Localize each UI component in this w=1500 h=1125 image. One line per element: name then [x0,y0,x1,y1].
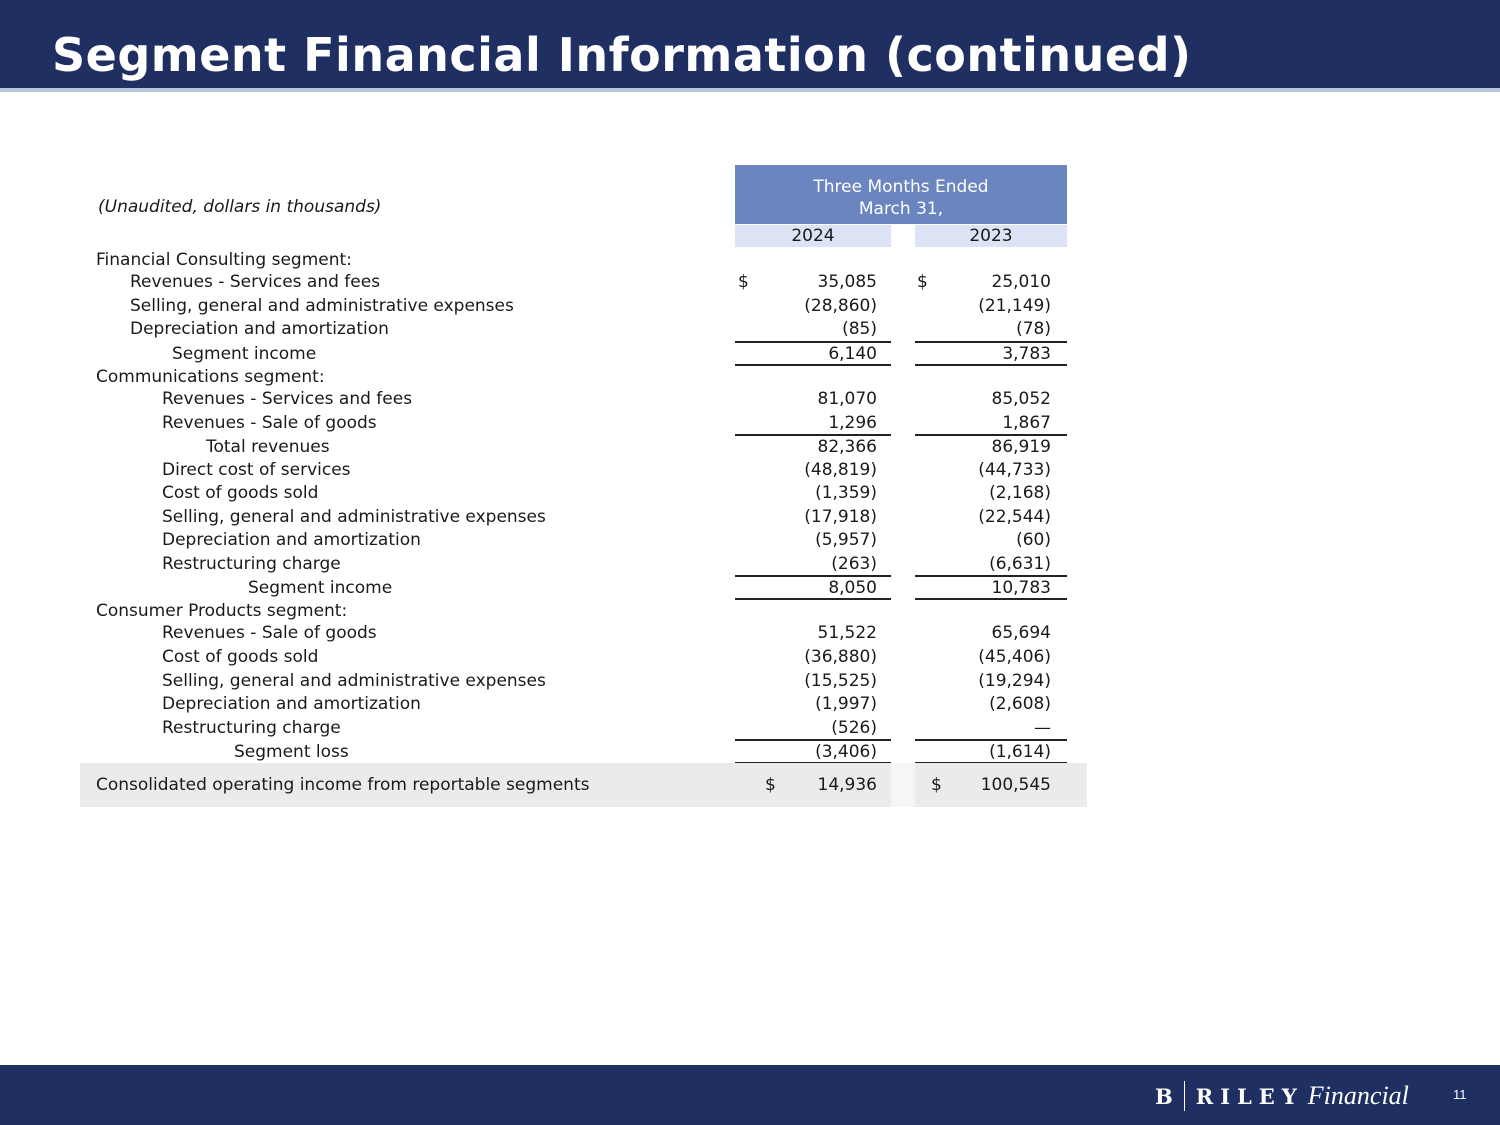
section-heading-communications: Communications segment: [96,367,325,387]
value-2024: 35,085 [817,272,877,292]
value-2024: (5,957) [815,530,877,550]
value-2023: (45,406) [978,647,1051,667]
value-2024: (36,880) [804,647,877,667]
table-row [0,459,1500,482]
subtotal-row [0,343,1500,366]
subtotal-row [0,741,1500,764]
table-row [0,388,1500,411]
value-2023: 65,694 [991,623,1051,643]
row-label: Revenues - Services and fees [130,272,381,292]
period-header [735,165,1067,224]
table-row [0,529,1500,552]
subtotal-row [0,577,1500,600]
row-label: Revenues - Sale of goods [162,413,377,433]
value-2024: 81,070 [817,389,877,409]
value-2023: (21,149) [978,296,1051,316]
value-2024: 51,522 [817,623,877,643]
value-2023: (2,608) [989,694,1051,714]
table-row [0,693,1500,716]
value-2024: (263) [831,554,877,574]
value-2023: (78) [1016,319,1051,339]
table-row [0,412,1500,435]
section-heading-financial-consulting: Financial Consulting segment: [96,250,352,270]
value-2023: 85,052 [991,389,1051,409]
value-2024: 14,936 [817,775,877,795]
value-2023: (1,614) [989,742,1051,762]
row-label: Revenues - Sale of goods [162,623,377,643]
value-2024: (15,525) [804,671,877,691]
row-label: Segment income [248,578,393,598]
value-2023: (6,631) [989,554,1051,574]
row-label: Revenues - Services and fees [162,389,413,409]
page-number: 11 [1453,1087,1467,1102]
table-row [0,482,1500,505]
value-2024: (1,359) [815,483,877,503]
value-2024: (17,918) [804,507,877,527]
value-2024: (48,819) [804,460,877,480]
column-header-2023: 2023 [915,225,1067,247]
value-2024: (28,860) [804,296,877,316]
table-row [0,717,1500,740]
logo-b: B [1155,1083,1173,1109]
table-row [0,506,1500,529]
value-2024: 8,050 [828,578,877,598]
row-label: Segment loss [234,742,349,762]
row-label: Depreciation and amortization [130,319,389,339]
value-2024: (526) [831,718,877,738]
header-rule [0,88,1500,92]
table-row [0,670,1500,693]
value-2023: (19,294) [978,671,1051,691]
value-2023: (44,733) [978,460,1051,480]
value-2024: 82,366 [817,437,877,457]
value-2023: (22,544) [978,507,1051,527]
value-2024: (3,406) [815,742,877,762]
logo-riley: RILEY [1195,1083,1304,1109]
row-label: Direct cost of services [162,460,351,480]
row-label: Depreciation and amortization [162,694,421,714]
value-2023: (60) [1016,530,1051,550]
value-2023: — [1034,718,1051,738]
value-2024: (85) [842,319,877,339]
column-header-2024: 2024 [735,225,891,247]
value-2023: 3,783 [1002,344,1051,364]
table-row [0,271,1500,294]
row-label: Selling, general and administrative expenses [162,671,546,691]
table-row [0,318,1500,341]
value-2024: 1,296 [828,413,877,433]
row-label: Consolidated operating income from reportable segments [96,775,590,795]
value-2024: (1,997) [815,694,877,714]
currency-symbol: $ [738,272,749,292]
value-2023: 100,545 [980,775,1051,795]
row-label: Selling, general and administrative expenses [162,507,546,527]
row-label: Selling, general and administrative expenses [130,296,514,316]
value-2024: 6,140 [828,344,877,364]
table-row [0,553,1500,576]
row-label: Segment income [172,344,317,364]
currency-symbol: $ [931,775,942,795]
value-2023: 86,919 [991,437,1051,457]
value-2023: 1,867 [1002,413,1051,433]
row-label: Depreciation and amortization [162,530,421,550]
brand-logo [1155,1078,1409,1114]
value-2023: 25,010 [991,272,1051,292]
row-label: Total revenues [206,437,330,457]
currency-symbol: $ [917,272,928,292]
table-row [0,622,1500,645]
units-note: (Unaudited, dollars in thousands) [98,197,382,217]
total-revenues-row [0,436,1500,459]
row-label: Cost of goods sold [162,647,319,667]
logo-divider [1184,1081,1185,1111]
logo-financial: Financial [1307,1081,1409,1110]
value-2023: 10,783 [991,578,1051,598]
period-header-line-2: March 31, [858,199,944,219]
row-label: Restructuring charge [162,554,341,574]
grand-total-row [0,774,1500,797]
page-title: Segment Financial Information (continued) [52,28,1192,82]
table-row [0,646,1500,669]
value-2023: (2,168) [989,483,1051,503]
period-header-line-1: Three Months Ended [813,177,989,197]
table-row [0,295,1500,318]
section-heading-consumer-products: Consumer Products segment: [96,601,348,621]
currency-symbol: $ [765,775,776,795]
row-label: Cost of goods sold [162,483,319,503]
row-label: Restructuring charge [162,718,341,738]
